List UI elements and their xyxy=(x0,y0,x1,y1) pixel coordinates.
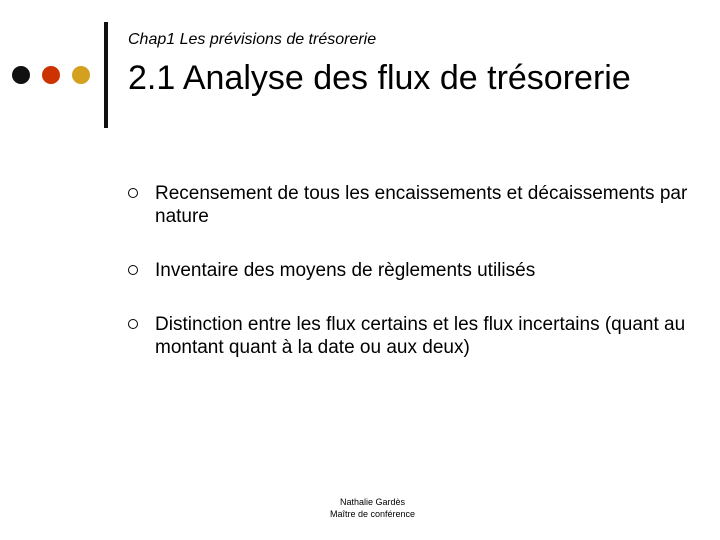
bullet-text: Inventaire des moyens de règlements utilisés xyxy=(155,260,536,281)
slide-footer xyxy=(260,496,485,520)
hollow-circle-bullet-icon xyxy=(128,188,138,198)
decorative-dot-red xyxy=(42,66,60,84)
bullet-text: Recensement de tous les encaissements et décaissements par nature xyxy=(155,183,688,227)
chapter-heading: Chap1 Les prévisions de trésorerie xyxy=(128,31,377,48)
decorative-dot-gold xyxy=(72,66,90,84)
bullet-list xyxy=(128,182,688,390)
footer-author: Nathalie Gardès xyxy=(339,497,406,507)
footer-role: Maître de conférence xyxy=(329,509,416,519)
vertical-divider xyxy=(104,22,108,128)
decorative-dot-black xyxy=(12,66,30,84)
bullet-text: Distinction entre les flux certains et les flux incertains (quant au montant quant à la date ou aux deux) xyxy=(155,314,686,358)
bullet-item xyxy=(128,182,688,228)
slide-title: 2.1 Analyse des flux de trésorerie xyxy=(128,59,631,97)
bullet-item xyxy=(128,259,688,282)
bullet-item xyxy=(128,313,688,359)
hollow-circle-bullet-icon xyxy=(128,265,138,275)
hollow-circle-bullet-icon xyxy=(128,319,138,329)
